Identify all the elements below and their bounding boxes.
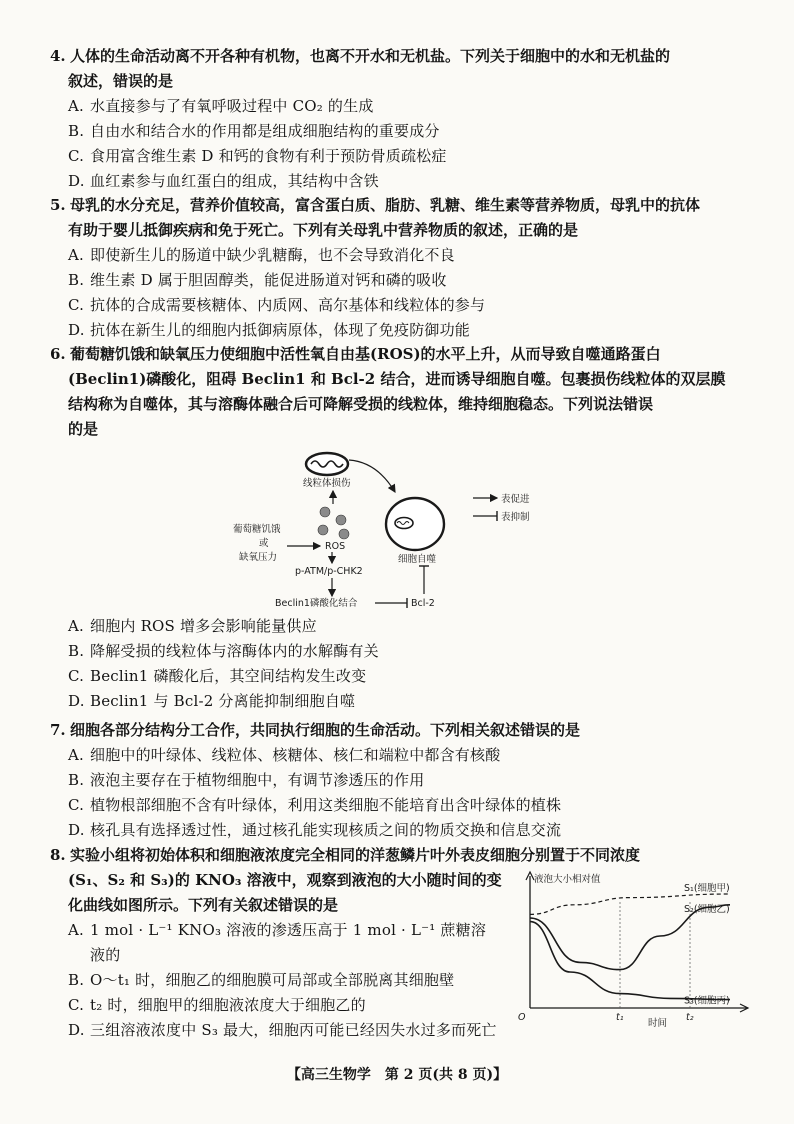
mito-label: 线粒体损伤 xyxy=(303,478,351,489)
x-tick-label-2: t₂ xyxy=(686,1012,694,1023)
series-label-1: S₁(细胞甲) xyxy=(684,883,730,894)
option-c[interactable]: C. 抗体的合成需要核糖体、内质网、高尔基体和线粒体的参与 xyxy=(68,296,486,314)
option-c[interactable]: C. 植物根部细胞不含有叶绿体，利用这类细胞不能培育出含叶绿体的植株 xyxy=(68,796,562,814)
ros-dots-icon xyxy=(318,507,349,539)
question-number: 4. xyxy=(50,47,66,65)
option-d[interactable]: D. 三组溶液浓度中 S₃ 最大，细胞丙可能已经因失水过多而死亡 xyxy=(68,1021,497,1039)
question-stem-cont: (Beclin1)磷酸化，阻碍 Beclin1 和 Bcl-2 结合，进而诱导细胞自噬。包裹损伤线粒体的双层膜 xyxy=(68,370,726,388)
question-number: 6. xyxy=(50,345,66,363)
question-stem: 人体的生命活动离不开各种有机物，也离不开水和无机盐。下列关于细胞中的水和无机盐的 xyxy=(70,47,671,65)
question-6-options xyxy=(50,614,750,714)
question-stem-cont: (S₁、S₂ 和 S₃)的 KNO₃ 溶液中，观察到液泡的大小随时间的变 xyxy=(68,871,502,889)
question-stem-cont: 有助于婴儿抵御疾病和免于死亡。下列有关母乳中营养物质的叙述，正确的是 xyxy=(68,221,579,239)
autophagy-label: 细胞自噬 xyxy=(398,554,437,565)
option-d[interactable]: D. 核孔具有选择透过性，通过核孔能实现核质之间的物质交换和信息交流 xyxy=(68,821,562,839)
option-b[interactable]: B. 降解受损的线粒体与溶酶体内的水解酶有关 xyxy=(68,642,379,660)
question-stem: 实验小组将初始体积和细胞液浓度完全相同的洋葱鳞片叶外表皮细胞分别置于不同浓度 xyxy=(70,846,641,864)
question-stem-cont: 的是 xyxy=(68,420,99,438)
bcl-label: Bcl-2 xyxy=(411,598,435,609)
arrow-mito-to-autophagy xyxy=(349,460,395,492)
question-number: 8. xyxy=(50,846,66,864)
kinase-label: p-ATM/p-CHK2 xyxy=(295,566,363,577)
stress-label-3: 缺氧压力 xyxy=(239,552,278,563)
series-label-2: S₂(细胞乙) xyxy=(684,903,730,915)
option-b[interactable]: B. 自由水和结合水的作用都是组成细胞结构的重要成分 xyxy=(68,122,440,140)
question-5 xyxy=(50,193,750,343)
autophagy-pathway-diagram xyxy=(225,448,565,616)
option-d[interactable]: D. 抗体在新生儿的细胞内抵御病原体，体现了免疫防御功能 xyxy=(68,321,471,339)
ros-label: ROS xyxy=(325,541,346,552)
series-line-3 xyxy=(530,922,730,1000)
x-tick-label-1: t₁ xyxy=(616,1012,624,1023)
question-number: 7. xyxy=(50,721,66,739)
question-stem-cont: 化曲线如图所示。下列有关叙述错误的是 xyxy=(68,896,339,914)
autophagosome-icon xyxy=(386,498,444,550)
question-stem: 细胞各部分结构分工合作，共同执行细胞的生命活动。下列相关叙述错误的是 xyxy=(70,721,581,739)
option-a[interactable]: A. 细胞内 ROS 增多会影响能量供应 xyxy=(68,617,317,635)
legend-promote: 表促进 xyxy=(501,494,530,505)
question-stem: 葡萄糖饥饿和缺氧压力使细胞中活性氧自由基(ROS)的水平上升，从而导致自噬通路蛋白 xyxy=(70,345,661,363)
option-c[interactable]: C. 食用富含维生素 D 和钙的食物有利于预防骨质疏松症 xyxy=(68,147,447,165)
stress-label-2: 或 xyxy=(259,538,269,549)
option-c[interactable]: C. t₂ 时，细胞甲的细胞液浓度大于细胞乙的 xyxy=(68,996,366,1014)
y-axis-label: 液泡大小相对值 xyxy=(534,874,601,885)
option-a[interactable]: A. 1 mol · L⁻¹ KNO₃ 溶液的渗透压高于 1 mol · L⁻¹ 蔗糖溶 xyxy=(68,921,487,939)
question-stem-cont: 结构称为自噬体，其与溶酶体融合后可降解受损的线粒体，维持细胞稳态。下列说法错误 xyxy=(68,395,654,413)
option-c[interactable]: C. Beclin1 磷酸化后，其空间结构发生改变 xyxy=(68,667,367,685)
x-axis-label: 时间 xyxy=(648,1018,668,1028)
question-number: 5. xyxy=(50,196,66,214)
option-a[interactable]: A. 水直接参与了有氧呼吸过程中 CO₂ 的生成 xyxy=(68,97,374,115)
beclin-label: Beclin1磷酸化结合 xyxy=(275,598,358,609)
option-b[interactable]: B. 维生素 D 属于胆固醇类，能促进肠道对钙和磷的吸收 xyxy=(68,271,447,289)
question-6 xyxy=(50,342,750,442)
option-a[interactable]: A. 细胞中的叶绿体、线粒体、核糖体、核仁和端粒中都含有核酸 xyxy=(68,746,501,764)
question-7 xyxy=(50,718,750,843)
vacuole-size-chart xyxy=(508,868,758,1028)
option-b[interactable]: B. O～t₁ 时，细胞乙的细胞膜可局部或全部脱离其细胞壁 xyxy=(68,971,455,989)
mitochondrion-icon xyxy=(306,453,348,475)
option-d[interactable]: D. Beclin1 与 Bcl-2 分离能抑制细胞自噬 xyxy=(68,692,356,710)
page-footer: 【高三生物学 第 2 页(共 8 页)】 xyxy=(286,1067,508,1083)
origin-label: O xyxy=(518,1012,526,1023)
question-stem: 母乳的水分充足，营养价值较高，富含蛋白质、脂肪、乳糖、维生素等营养物质，母乳中的抗体 xyxy=(70,196,701,214)
question-4 xyxy=(50,44,750,194)
option-b[interactable]: B. 液泡主要存在于植物细胞中，有调节渗透压的作用 xyxy=(68,771,425,789)
legend-inhibit: 表抑制 xyxy=(501,512,530,523)
question-stem-cont: 叙述，错误的是 xyxy=(68,72,174,90)
series-label-3: S₃(细胞丙) xyxy=(684,995,730,1007)
stress-label-1: 葡萄糖饥饿 xyxy=(233,524,281,535)
option-a[interactable]: A. 即使新生儿的肠道中缺少乳糖酶，也不会导致消化不良 xyxy=(68,246,455,264)
option-a-cont: 液的 xyxy=(90,946,121,964)
option-d[interactable]: D. 血红素参与血红蛋白的组成，其结构中含铁 xyxy=(68,172,379,190)
